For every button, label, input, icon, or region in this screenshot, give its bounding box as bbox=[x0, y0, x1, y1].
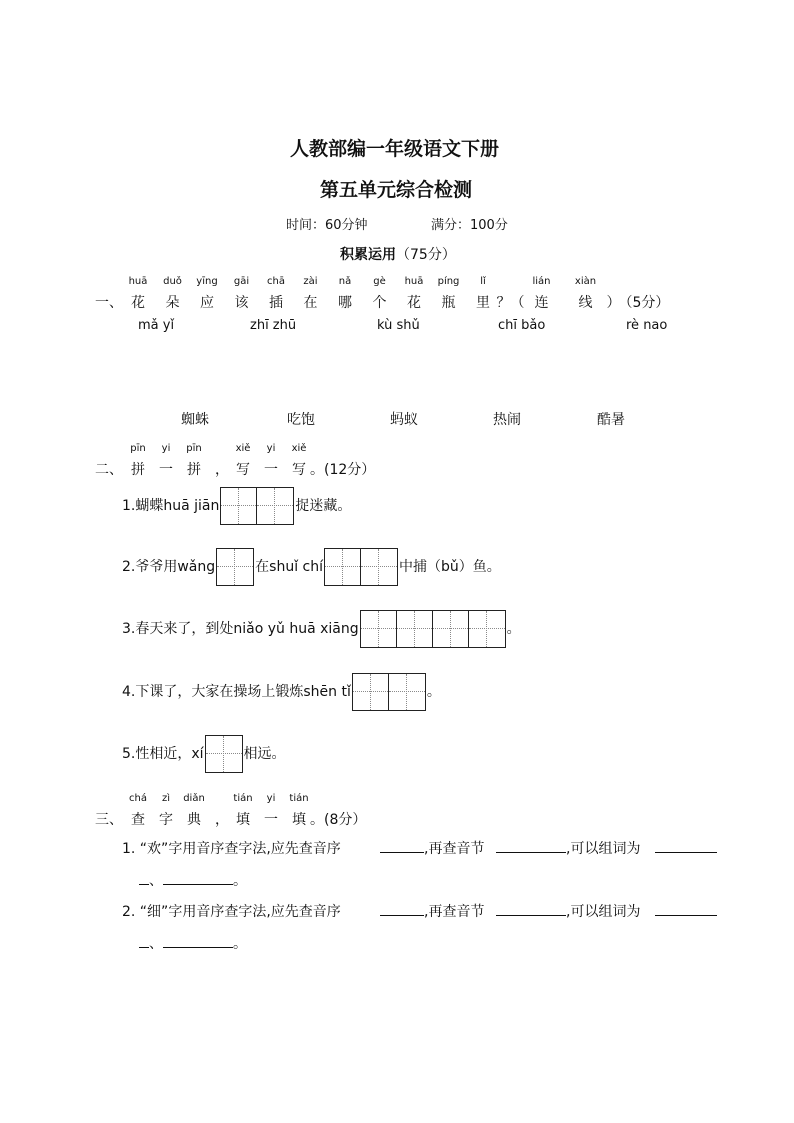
writing-grid[interactable] bbox=[220, 487, 294, 525]
q2-item-text: 。 bbox=[506, 621, 521, 637]
pinyin-annotation: píng bbox=[437, 276, 460, 287]
q3-item-text: 。 bbox=[233, 936, 247, 952]
heading-char: 花 bbox=[131, 295, 145, 311]
heading-char: 拼 bbox=[131, 462, 145, 478]
pinyin-annotation: pīn bbox=[186, 443, 202, 454]
part-heading-points: （75分） bbox=[396, 247, 456, 263]
q3-item-text: ,可以组词为 bbox=[566, 904, 641, 920]
pinyin-option[interactable]: mǎ yǐ bbox=[138, 318, 175, 333]
q1-points: （5分） bbox=[618, 295, 670, 311]
q2-number: 二、 bbox=[95, 462, 123, 478]
pinyin-annotation: pīn bbox=[130, 443, 146, 454]
pinyin-annotation: diǎn bbox=[183, 793, 205, 804]
grid-cell[interactable] bbox=[325, 549, 361, 585]
answer-blank[interactable] bbox=[163, 870, 233, 885]
q2-item-text: 相远。 bbox=[243, 746, 286, 762]
q2-heading bbox=[95, 443, 695, 478]
word-option[interactable]: 蜘蛛 bbox=[181, 412, 209, 428]
q2-item-2 bbox=[122, 548, 501, 578]
question-mark: ？ bbox=[496, 295, 511, 311]
pinyin-annotation: gè bbox=[373, 276, 386, 287]
heading-char: 填 bbox=[292, 812, 306, 828]
pinyin-option[interactable]: chī bǎo bbox=[498, 318, 546, 333]
q3-number: 三、 bbox=[95, 812, 123, 828]
q3-item-text: ,再查音节 bbox=[424, 841, 485, 857]
q3-heading bbox=[95, 793, 695, 828]
answer-blank[interactable] bbox=[139, 933, 149, 948]
pinyin-annotation: huā bbox=[128, 276, 148, 287]
q2-points: 。(12分） bbox=[310, 462, 376, 478]
word-option[interactable]: 热闹 bbox=[493, 412, 521, 428]
q1-word-options bbox=[0, 409, 794, 431]
answer-blank[interactable] bbox=[655, 901, 717, 916]
pinyin-annotation: xiàn bbox=[574, 276, 597, 287]
q3-item-text: 、 bbox=[149, 936, 163, 952]
heading-char: 线 bbox=[578, 295, 593, 311]
writing-grid[interactable] bbox=[324, 548, 398, 586]
answer-blank[interactable] bbox=[655, 838, 717, 853]
paren-close: ） bbox=[606, 295, 621, 311]
heading-char: 一 bbox=[264, 462, 278, 478]
grid-cell[interactable] bbox=[361, 611, 397, 647]
full-score: 满分：100分 bbox=[431, 218, 508, 233]
time-limit: 时间：60分钟 bbox=[286, 218, 368, 233]
q2-item-1 bbox=[122, 487, 351, 517]
pinyin-annotation: duǒ bbox=[163, 276, 182, 287]
writing-grid[interactable] bbox=[205, 735, 243, 773]
q2-item-text: 在shuǐ chí bbox=[255, 559, 323, 575]
page-subtitle: 第五单元综合检测 bbox=[320, 179, 473, 201]
answer-blank[interactable] bbox=[496, 838, 566, 853]
pinyin-annotation: nǎ bbox=[338, 276, 352, 287]
q2-item-text: 4.下课了，大家在操场上锻炼shēn tǐ bbox=[122, 684, 351, 700]
q3-item-text: 、 bbox=[149, 873, 163, 889]
pinyin-annotation: chā bbox=[267, 276, 285, 287]
q3-item-text: ,可以组词为 bbox=[566, 841, 641, 857]
answer-blank[interactable] bbox=[139, 870, 149, 885]
q3-item-text: 2. “细”字用音序查字法,应先查音序 bbox=[122, 904, 341, 920]
q3-item-text: 1. “欢”字用音序查字法,应先查音序 bbox=[122, 841, 341, 857]
heading-char: 朵 bbox=[165, 295, 180, 311]
heading-char: 该 bbox=[234, 295, 249, 311]
heading-char: 瓶 bbox=[441, 295, 456, 311]
heading-char: 填 bbox=[236, 812, 250, 828]
pinyin-annotation: yi bbox=[266, 443, 276, 454]
q2-item-5 bbox=[122, 735, 286, 765]
q3-item-text: ,再查音节 bbox=[424, 904, 485, 920]
q3-item-text: 。 bbox=[233, 873, 247, 889]
pinyin-annotation: gāi bbox=[233, 276, 250, 287]
heading-char: 写 bbox=[236, 462, 250, 478]
heading-char: 查 bbox=[131, 812, 145, 828]
grid-cell[interactable] bbox=[361, 549, 397, 585]
heading-char: ， bbox=[215, 812, 229, 828]
grid-cell[interactable] bbox=[206, 736, 242, 772]
grid-cell[interactable] bbox=[257, 488, 293, 524]
pinyin-annotation: xiě bbox=[235, 443, 251, 454]
pinyin-annotation: chá bbox=[129, 793, 147, 804]
answer-blank[interactable] bbox=[163, 933, 233, 948]
part-heading bbox=[340, 244, 456, 264]
pinyin-annotation: lǐ bbox=[480, 276, 486, 287]
heading-char: 在 bbox=[303, 295, 318, 311]
pinyin-annotation: huā bbox=[404, 276, 424, 287]
pinyin-annotation: yīng bbox=[196, 276, 218, 287]
word-option[interactable]: 蚂蚁 bbox=[390, 412, 418, 428]
part-heading-label: 积累运用 bbox=[340, 247, 396, 263]
heading-char: 连 bbox=[534, 295, 549, 311]
word-option[interactable]: 酷暑 bbox=[597, 412, 625, 428]
q2-item-text: 中捕（bǔ）鱼。 bbox=[399, 559, 501, 575]
heading-char: 拼 bbox=[187, 462, 201, 478]
q3-points: 。(8分） bbox=[310, 812, 367, 828]
pinyin-annotation: tián bbox=[289, 793, 309, 804]
answer-blank[interactable] bbox=[380, 901, 424, 916]
writing-grid[interactable] bbox=[216, 548, 254, 586]
grid-cell[interactable] bbox=[469, 611, 505, 647]
heading-char: 一 bbox=[264, 812, 278, 828]
pinyin-annotation: lián bbox=[532, 276, 551, 287]
pinyin-annotation: xiě bbox=[291, 443, 307, 454]
q2-item-text: 2.爷爷用wǎng bbox=[122, 559, 216, 575]
heading-char: 典 bbox=[187, 812, 201, 828]
grid-cell[interactable] bbox=[353, 674, 389, 710]
grid-cell[interactable] bbox=[389, 674, 425, 710]
grid-cell[interactable] bbox=[433, 611, 469, 647]
pinyin-annotation: zài bbox=[303, 276, 318, 287]
heading-char: ， bbox=[215, 462, 229, 478]
q2-item-text: 5.性相近，xí bbox=[122, 746, 204, 762]
heading-char: 哪 bbox=[338, 295, 352, 311]
writing-grid[interactable] bbox=[360, 610, 506, 648]
q1-pinyin-options bbox=[0, 318, 794, 338]
pinyin-option[interactable]: rè nao bbox=[626, 318, 668, 333]
heading-char: 应 bbox=[200, 295, 214, 311]
pinyin-option[interactable]: kù shǔ bbox=[377, 318, 420, 333]
writing-grid[interactable] bbox=[352, 673, 426, 711]
q2-item-text: 。 bbox=[426, 684, 441, 700]
grid-cell[interactable] bbox=[217, 549, 253, 585]
grid-cell[interactable] bbox=[221, 488, 257, 524]
q3-item-1 bbox=[122, 838, 722, 898]
q2-item-text: 捉迷藏。 bbox=[295, 498, 352, 514]
q2-item-3 bbox=[122, 610, 521, 640]
heading-char: 花 bbox=[407, 295, 421, 311]
answer-blank[interactable] bbox=[496, 901, 566, 916]
pinyin-annotation: yi bbox=[161, 443, 171, 454]
q1-number: 一、 bbox=[95, 295, 123, 311]
heading-char: 里 bbox=[476, 295, 490, 311]
pinyin-annotation: yi bbox=[266, 793, 276, 804]
pinyin-annotation: tián bbox=[233, 793, 253, 804]
q3-item-2 bbox=[122, 901, 722, 961]
heading-char: 插 bbox=[269, 295, 283, 311]
page-title: 人教部编一年级语文下册 bbox=[290, 138, 500, 160]
grid-cell[interactable] bbox=[397, 611, 433, 647]
word-option[interactable]: 吃饱 bbox=[287, 412, 315, 428]
heading-char: 字 bbox=[159, 812, 173, 828]
pinyin-annotation: zì bbox=[161, 793, 171, 804]
answer-blank[interactable] bbox=[380, 838, 424, 853]
q2-item-text: 3.春天来了，到处niǎo yǔ huā xiāng bbox=[122, 621, 359, 637]
q2-item-text: 1.蝴蝶huā jiān bbox=[122, 498, 220, 514]
paren-open: （ bbox=[510, 295, 525, 311]
q1-heading bbox=[95, 276, 695, 311]
pinyin-option[interactable]: zhī zhū bbox=[250, 318, 297, 333]
q2-item-4 bbox=[122, 673, 441, 703]
heading-char: 写 bbox=[292, 462, 306, 478]
heading-char: 个 bbox=[372, 295, 387, 311]
heading-char: 一 bbox=[159, 462, 173, 478]
